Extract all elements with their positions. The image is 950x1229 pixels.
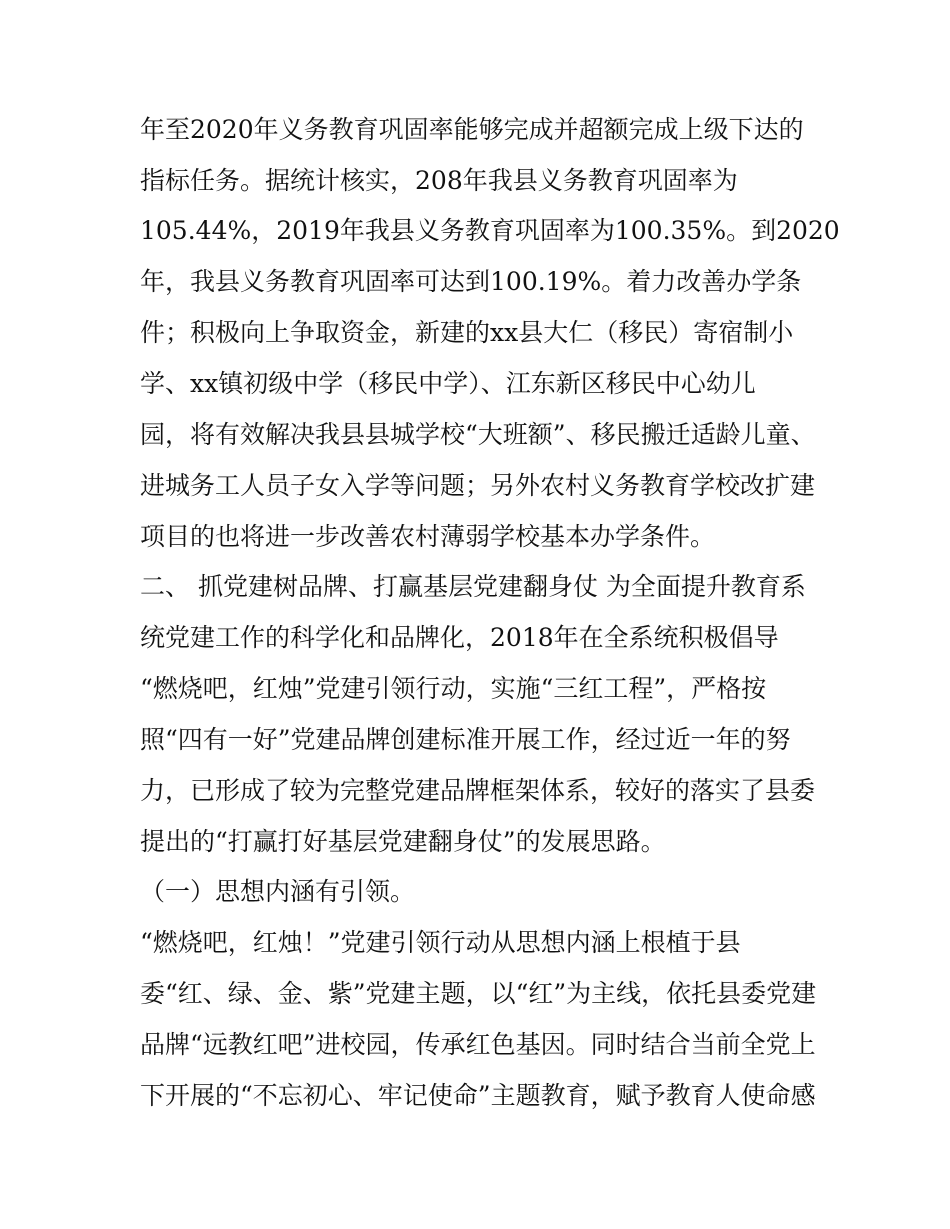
- text-line: 委“红、绿、金、紫”党建主题，以“红”为主线，依托县委党建: [140, 979, 817, 1008]
- text-line: 统党建工作的科学化和品牌化，2018年在全系统积极倡导: [140, 623, 779, 652]
- text-line: 项目的也将进一步改善农村薄弱学校基本办学条件。: [140, 522, 716, 551]
- text-line: 年至2020年义务教育巩固率能够完成并超额完成上级下达的: [140, 115, 804, 144]
- section-heading: 二、 抓党建树品牌、打赢基层党建翻身仗 为全面提升教育系: [140, 572, 806, 601]
- text-line: 年，我县义务教育巩固率可达到100.19%。着力改善办学条: [140, 267, 802, 296]
- text-line: “燃烧吧，红烛！”党建引领行动从思想内涵上根植于县: [140, 928, 741, 957]
- text-line: 品牌“远教红吧”进校园，传承红色基因。同时结合当前全党上: [140, 1030, 816, 1059]
- text-line: 指标任务。据统计核实，208年我县义务教育巩固率为: [140, 166, 738, 195]
- text-line: 件；积极向上争取资金，新建的xx县大仁（移民）寄宿制小: [140, 318, 794, 347]
- text-line: 力，已形成了较为完整党建品牌框架体系，较好的落实了县委: [140, 776, 816, 805]
- text-line: 学、xx镇初级中学（移民中学）、江东新区移民中心幼儿: [140, 369, 756, 398]
- text-line: “燃烧吧，红烛”党建引领行动，实施“三红工程”，严格按: [140, 674, 767, 703]
- subsection-heading: （一）思想内涵有引领。: [140, 877, 416, 906]
- text-line: 园，将有效解决我县县城学校“大班额”、移民搬迁适龄儿童、: [140, 420, 816, 449]
- text-line: 下开展的“不忘初心、牢记使命”主题教育，赋予教育人使命感: [140, 1081, 816, 1110]
- text-line: 提出的“打赢打好基层党建翻身仗”的发展思路。: [140, 827, 666, 856]
- text-line: 105.44%，2019年我县义务教育巩固率为100.35%。到2020: [140, 216, 840, 245]
- text-line: 照“四有一好”党建品牌创建标准开展工作，经过近一年的努: [140, 725, 791, 754]
- text-line: 进城务工人员子女入学等问题；另外农村义务教育学校改扩建: [140, 471, 816, 500]
